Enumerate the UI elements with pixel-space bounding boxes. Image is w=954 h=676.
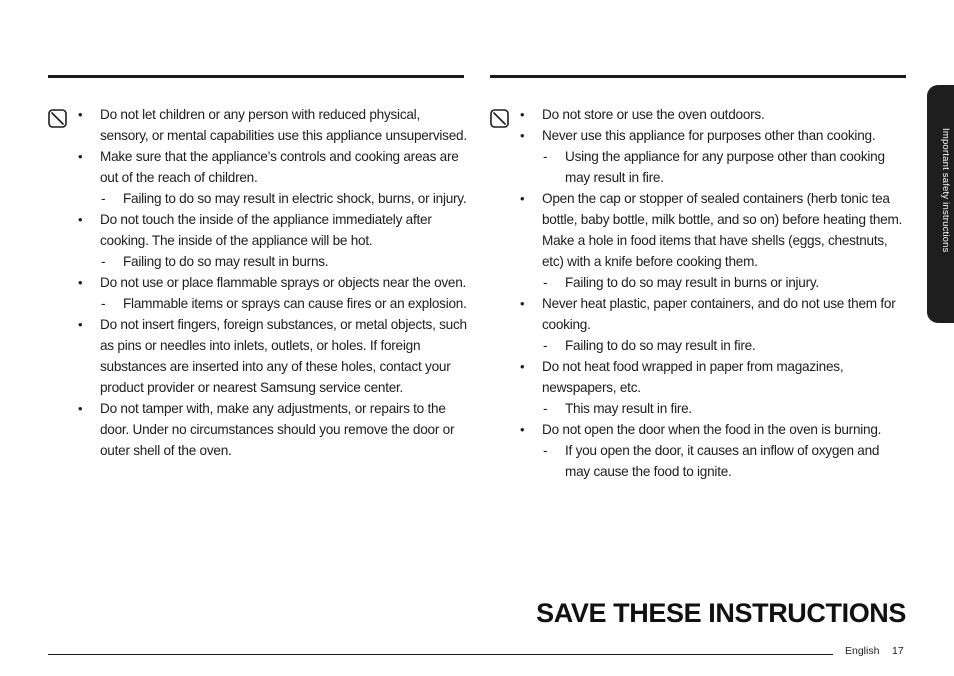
- sub-list: [100, 188, 468, 209]
- bullet-text: Do not store or use the oven outdoors.: [542, 107, 765, 122]
- bullet-item: [542, 419, 906, 482]
- right-column-top-rule: [490, 75, 906, 78]
- bullet-text: Open the cap or stopper of sealed containers (herb tonic tea bottle, baby bottle, milk bottle, and so on) before heating them. Make a hole in food items that have shells (eggs, chestnuts, etc) with a knife before cooking them.: [542, 191, 903, 269]
- sub-item: - Failing to do so may result in electric shock, burns, or injury.: [123, 188, 468, 209]
- right-safety-column: [490, 104, 906, 482]
- bullet-item: [542, 356, 906, 419]
- footer-page-number: 17: [892, 645, 904, 657]
- warning-prohibition-icon: [490, 109, 509, 128]
- bullet-text: Do not open the door when the food in the oven is burning.: [542, 422, 882, 437]
- sub-item: - Using the appliance for any purpose other than cooking may result in fire.: [565, 146, 906, 188]
- sub-item: - If you open the door, it causes an inflow of oxygen and may cause the food to ignite.: [565, 440, 906, 482]
- bullet-text: Do not let children or any person with reduced physical, sensory, or mental capabilities use this appliance unsupervised.: [100, 107, 467, 143]
- right-bullet-list: [490, 104, 906, 482]
- bullet-text: Do not insert fingers, foreign substances, or metal objects, such as pins or needles into inlets, outlets, or holes. If foreign substances are inserted into any of these holes, contact your product provider or nearest Samsung service center.: [100, 317, 467, 395]
- sub-list: [542, 335, 906, 356]
- sub-item: - Failing to do so may result in burns or injury.: [565, 272, 906, 293]
- bullet-item: [542, 188, 906, 293]
- left-safety-column: [48, 104, 468, 461]
- bullet-item: [542, 293, 906, 356]
- bullet-item: [100, 209, 468, 272]
- bullet-item: [100, 272, 468, 314]
- sub-item: - Flammable items or sprays can cause fires or an explosion.: [123, 293, 468, 314]
- sub-list: [542, 398, 906, 419]
- sub-item: - Failing to do so may result in burns.: [123, 251, 468, 272]
- bullet-item: [100, 398, 468, 461]
- bullet-text: Make sure that the appliance’s controls and cooking areas are out of the reach of children.: [100, 149, 459, 185]
- page-title: SAVE THESE INSTRUCTIONS: [536, 598, 906, 628]
- sub-list: [542, 440, 906, 482]
- left-column-top-rule: [48, 75, 464, 78]
- bullet-item: [542, 125, 906, 188]
- bullet-item: [542, 104, 906, 125]
- bullet-item: [100, 146, 468, 209]
- section-side-tab-label: Important safety instructions: [940, 128, 951, 253]
- bullet-item: [100, 104, 468, 146]
- bullet-item: [100, 314, 468, 398]
- sub-list: [542, 146, 906, 188]
- bullet-text: Never use this appliance for purposes other than cooking.: [542, 128, 876, 143]
- footer-language: English: [845, 645, 880, 657]
- bullet-text: Do not touch the inside of the appliance immediately after cooking. The inside of the appliance will be hot.: [100, 212, 432, 248]
- sub-item: - This may result in fire.: [565, 398, 906, 419]
- bullet-text: Do not heat food wrapped in paper from magazines, newspapers, etc.: [542, 359, 844, 395]
- sub-list: [100, 293, 468, 314]
- sub-list: [100, 251, 468, 272]
- sub-item: - Failing to do so may result in fire.: [565, 335, 906, 356]
- bullet-text: Do not use or place flammable sprays or objects near the oven.: [100, 275, 467, 290]
- warning-prohibition-icon: [48, 109, 67, 128]
- bullet-text: Never heat plastic, paper containers, and do not use them for cooking.: [542, 296, 896, 332]
- bullet-text: Do not tamper with, make any adjustments, or repairs to the door. Under no circumstances should you remove the door or outer shell of the oven.: [100, 401, 455, 458]
- sub-list: [542, 272, 906, 293]
- footer-rule: [48, 654, 833, 655]
- left-bullet-list: [48, 104, 468, 461]
